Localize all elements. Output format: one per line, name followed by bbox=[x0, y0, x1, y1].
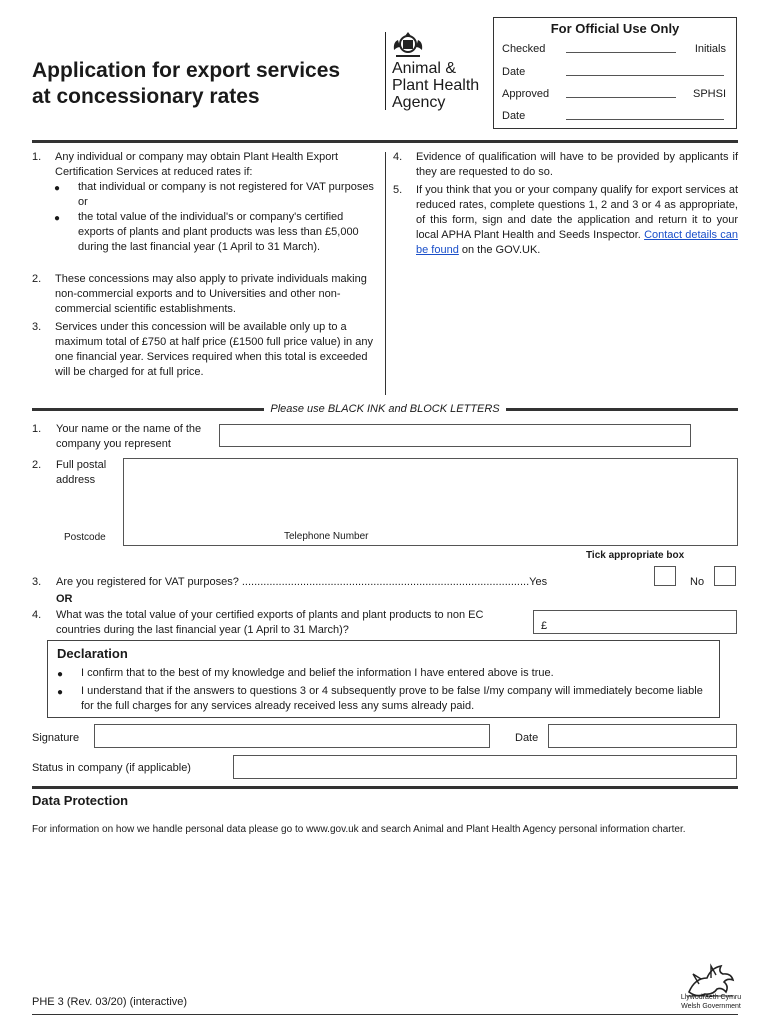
date1-line bbox=[566, 66, 724, 76]
welsh-line-1: Llywodraeth Cymru bbox=[680, 994, 742, 1001]
q1-label: Your name or the name of the company you represent bbox=[56, 423, 202, 450]
initials-label: Initials bbox=[694, 43, 726, 55]
note-1: Any individual or company may obtain Plant Health Export Certification Services at reduced rates if: bbox=[55, 151, 339, 178]
status-input[interactable] bbox=[233, 755, 737, 779]
telephone-label: Telephone Number bbox=[284, 531, 369, 542]
title-line-1: Application for export services bbox=[32, 59, 341, 82]
column-divider bbox=[385, 152, 386, 395]
export-value-input[interactable] bbox=[533, 610, 737, 634]
footer-rule bbox=[32, 1014, 738, 1015]
signature-input[interactable] bbox=[94, 724, 490, 748]
welsh-line-2: Welsh Government bbox=[681, 1003, 741, 1010]
agency-divider bbox=[385, 32, 386, 110]
note-3-number: 3. bbox=[32, 321, 42, 333]
bullet-icon: ● bbox=[57, 687, 64, 698]
note-5 bbox=[416, 183, 738, 258]
data-protection-heading: Data Protection bbox=[32, 793, 129, 808]
q4-number: 4. bbox=[32, 609, 42, 621]
q2-number: 2. bbox=[32, 459, 42, 471]
pound-sign: £ bbox=[541, 620, 548, 632]
bullet-icon: ● bbox=[57, 669, 64, 680]
q4-label: What was the total value of your certified exports of plants and plant products to non EC countries during the last financial year (1 April to 31 March)? bbox=[56, 609, 484, 636]
note-5-number: 5. bbox=[393, 184, 403, 196]
no-label: No bbox=[690, 576, 705, 588]
signature-label: Signature bbox=[32, 732, 80, 744]
postcode-label: Postcode bbox=[64, 532, 106, 543]
declaration-item-1: I confirm that to the best of my knowledge and belief the information I have entered above is true. bbox=[81, 667, 554, 679]
checked-line bbox=[566, 43, 676, 53]
vat-yes-checkbox[interactable] bbox=[654, 566, 676, 586]
q3-number: 3. bbox=[32, 576, 42, 588]
status-label: Status in company (if applicable) bbox=[32, 762, 191, 774]
declaration-item-2: I understand that if the answers to questions 3 or 4 subsequently prove to be false I/my company will immediately become liable for the full charges for any services already received less any sums already paid. bbox=[81, 685, 703, 712]
note-1-number: 1. bbox=[32, 151, 42, 163]
note-2-number: 2. bbox=[32, 273, 42, 285]
bullet-icon: ● bbox=[54, 213, 61, 224]
tick-box-label: Tick appropriate box bbox=[586, 550, 685, 561]
postal-address-input[interactable] bbox=[123, 458, 738, 546]
sphsi-label: SPHSI bbox=[692, 88, 726, 100]
title-line-2: at concessionary rates bbox=[32, 85, 260, 108]
notes-right-column bbox=[393, 150, 738, 280]
agency-line-3: Agency bbox=[392, 94, 446, 111]
vat-no-checkbox[interactable] bbox=[714, 566, 736, 586]
official-use-box bbox=[493, 17, 737, 129]
agency-name bbox=[392, 60, 479, 111]
agency-line-2: Plant Health bbox=[392, 77, 480, 94]
note-5-text: If you think that you or your company qualify for export services at reduced rates, complete questions 1, 2 and 3 or 4 as appropriate, of this form, sign and date the application and return it to your local APHA Plant Health and Seeds Inspector. bbox=[416, 184, 738, 241]
q1-number: 1. bbox=[32, 423, 42, 435]
date1-label: Date bbox=[502, 66, 526, 78]
declaration-box bbox=[47, 640, 720, 718]
royal-crest-icon bbox=[390, 30, 426, 60]
date2-line bbox=[566, 110, 724, 120]
header-rule bbox=[32, 140, 738, 143]
contact-details-link[interactable]: Contact details can be found bbox=[416, 229, 738, 256]
checked-label: Checked bbox=[502, 43, 546, 55]
note-5-text-end: on the GOV.UK. bbox=[461, 244, 541, 256]
instruction-banner bbox=[0, 403, 770, 415]
note-3: Services under this concession will be available only up to a maximum total of £750 at half price (£1500 full price value) in any one financial year. Services required when this total is exceeded will be charged for at full price. bbox=[55, 321, 373, 378]
approved-label: Approved bbox=[502, 88, 550, 100]
agency-line-1: Animal & bbox=[392, 60, 457, 77]
notes-left-column bbox=[32, 150, 377, 395]
note-4: Evidence of qualification will have to be provided by applicants if they are requested to do so. bbox=[416, 151, 738, 178]
form-reference: PHE 3 (Rev. 03/20) (interactive) bbox=[32, 996, 188, 1008]
or-label: OR bbox=[56, 593, 73, 605]
date2-label: Date bbox=[502, 110, 526, 122]
official-heading: For Official Use Only bbox=[550, 21, 680, 36]
name-input[interactable] bbox=[219, 424, 691, 447]
instruction-text: Please use BLACK INK and BLOCK LETTERS bbox=[264, 403, 505, 415]
note-1-bullet-1: that individual or company is not registered for VAT purposes or bbox=[78, 181, 374, 208]
date-label: Date bbox=[515, 732, 539, 744]
bullet-icon: ● bbox=[54, 183, 61, 194]
welsh-government-text bbox=[680, 993, 742, 1011]
date-input[interactable] bbox=[548, 724, 737, 748]
note-1-bullet-2: the total value of the individual's or company's certified exports of plants and plant products was less than £5,000 during the last financial year (1 April to 31 March). bbox=[78, 211, 359, 253]
approved-line bbox=[566, 88, 676, 98]
page-title bbox=[32, 58, 382, 110]
declaration-heading: Declaration bbox=[57, 646, 128, 661]
note-4-number: 4. bbox=[393, 151, 403, 163]
data-protection-text: For information on how we handle personal data please go to www.gov.uk and search Animal and Plant Health Agency personal information charter. bbox=[32, 824, 686, 835]
q3-label: Are you registered for VAT purposes? ..............................................................................................Yes bbox=[56, 576, 548, 588]
data-protection-rule bbox=[32, 786, 738, 789]
q2-label: Full postal address bbox=[56, 459, 107, 486]
note-2: These concessions may also apply to private individuals making non-commercial exports and to Universities and other non-commercial scientific establishments. bbox=[55, 273, 367, 315]
